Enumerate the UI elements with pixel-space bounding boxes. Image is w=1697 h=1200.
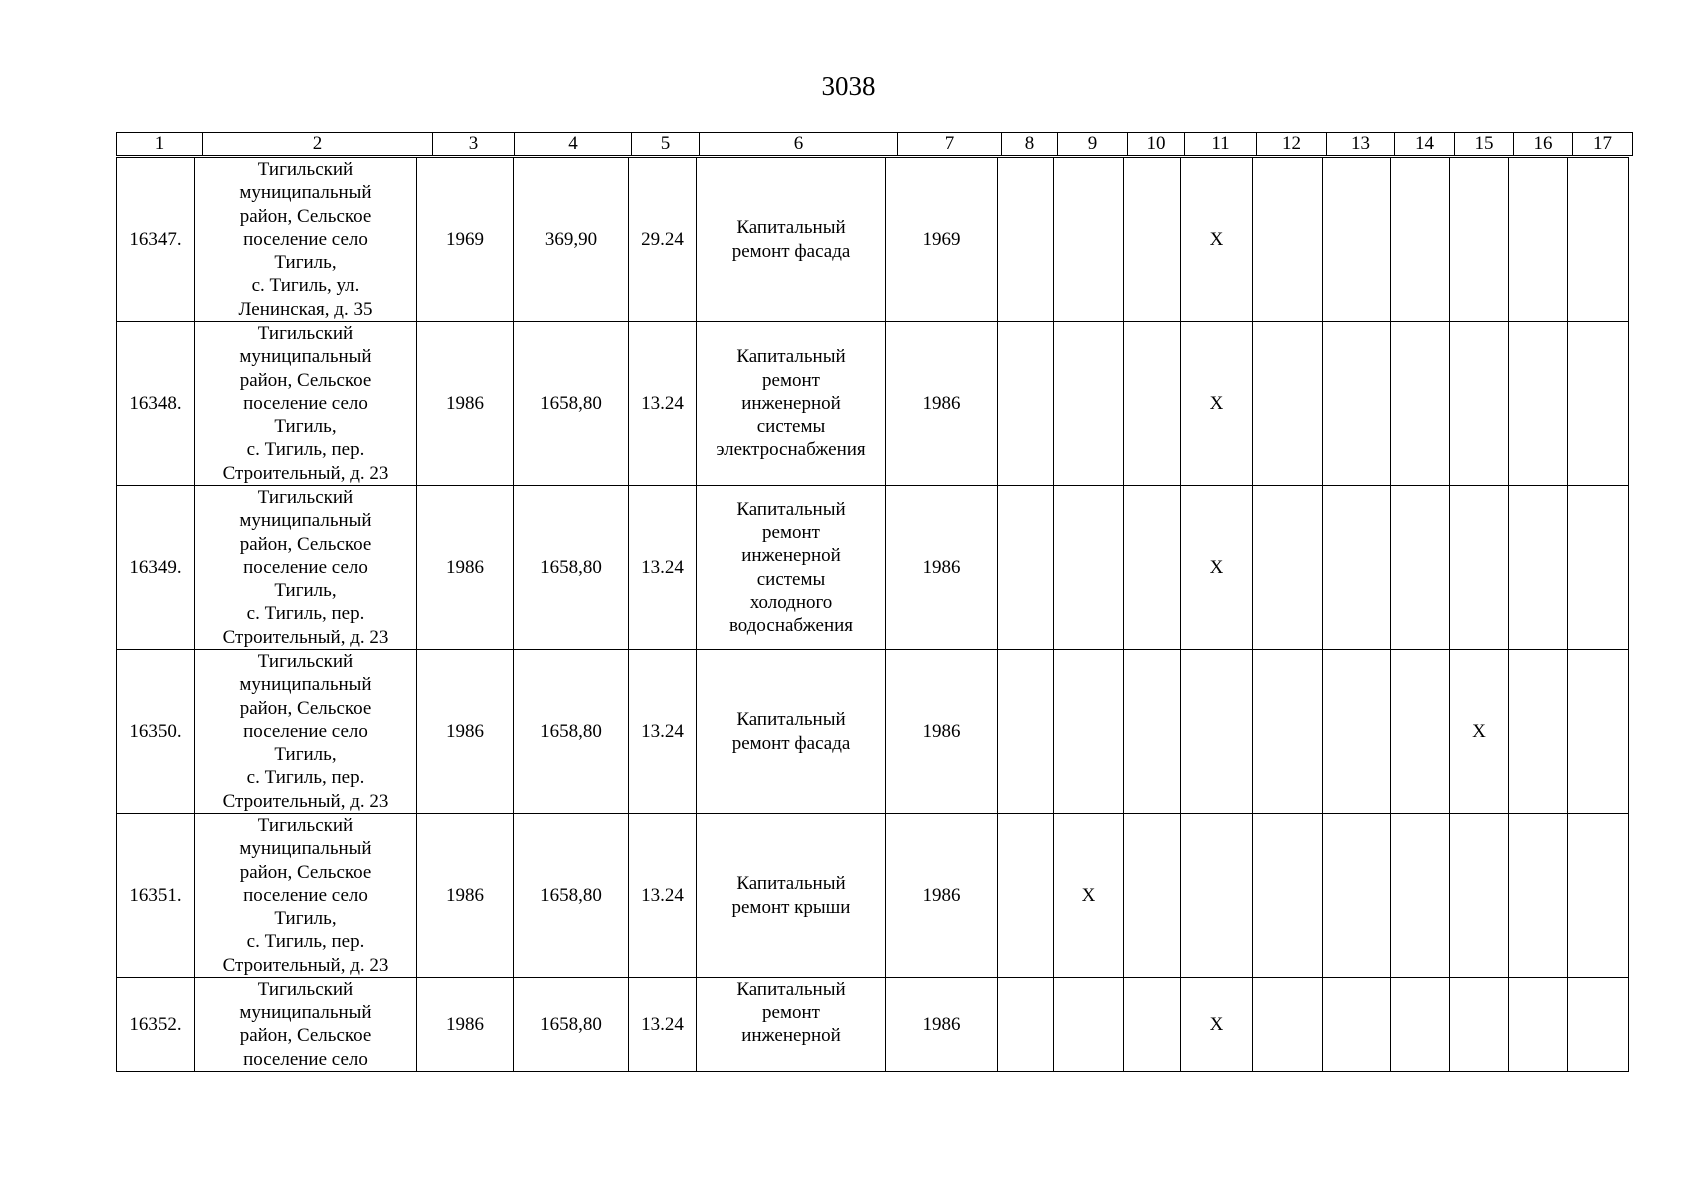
mark-cell bbox=[998, 322, 1054, 486]
table-row bbox=[117, 486, 1629, 650]
mark-cell: X bbox=[1181, 486, 1253, 650]
mark-cell bbox=[998, 978, 1054, 1072]
row-number: 16349. bbox=[117, 486, 195, 650]
mark-cell bbox=[1391, 322, 1450, 486]
area-cell: 1658,80 bbox=[514, 814, 629, 978]
address-cell-line: муниципальный bbox=[239, 838, 372, 860]
year-cell: 1986 bbox=[886, 814, 998, 978]
work-type-cell-line: ремонт bbox=[762, 522, 820, 544]
header-cell: 15 bbox=[1455, 133, 1514, 156]
work-type-cell-line: ремонт bbox=[762, 369, 820, 391]
work-type-cell-line: электроснабжения bbox=[716, 439, 866, 461]
mark-cell bbox=[1323, 486, 1391, 650]
mark-cell bbox=[1568, 814, 1629, 978]
mark-cell bbox=[1253, 814, 1323, 978]
address-cell-line: Тигильский bbox=[257, 323, 354, 345]
mark-cell bbox=[1509, 158, 1568, 322]
year-cell: 1969 bbox=[886, 158, 998, 322]
mark-cell bbox=[1450, 978, 1509, 1072]
address-cell bbox=[195, 978, 417, 1072]
address-cell-line: Тигиль, bbox=[274, 252, 337, 274]
work-type-cell-line: ремонт фасада bbox=[731, 732, 851, 754]
mark-cell bbox=[1323, 650, 1391, 814]
mark-cell bbox=[1253, 486, 1323, 650]
address-cell-line: муниципальный bbox=[239, 510, 372, 532]
mark-cell bbox=[1568, 650, 1629, 814]
mark-cell bbox=[1568, 158, 1629, 322]
mark-cell bbox=[998, 486, 1054, 650]
work-type-cell bbox=[697, 650, 886, 814]
page-number: 3038 bbox=[821, 71, 876, 101]
code-cell: 13.24 bbox=[629, 814, 697, 978]
mark-cell bbox=[998, 650, 1054, 814]
area-cell: 1658,80 bbox=[514, 650, 629, 814]
address-cell bbox=[195, 158, 417, 322]
address-cell-line: с. Тигиль, пер. bbox=[246, 603, 365, 625]
work-type-cell-line: Капитальный bbox=[736, 217, 846, 239]
mark-cell: X bbox=[1181, 978, 1253, 1072]
area-cell: 1658,80 bbox=[514, 486, 629, 650]
address-cell-line: Тигильский bbox=[257, 979, 354, 1000]
mark-cell bbox=[1568, 322, 1629, 486]
mark-cell bbox=[1323, 322, 1391, 486]
address-cell bbox=[195, 650, 417, 814]
address-cell-line: муниципальный bbox=[239, 1002, 372, 1024]
address-cell-line: поселение село bbox=[243, 556, 368, 578]
mark-cell bbox=[1253, 978, 1323, 1072]
address-cell bbox=[195, 486, 417, 650]
area-cell: 369,90 bbox=[514, 158, 629, 322]
mark-cell: X bbox=[1054, 814, 1124, 978]
repair-schedule-table bbox=[116, 157, 1629, 1072]
mark-cell bbox=[1124, 158, 1181, 322]
code-cell: 13.24 bbox=[629, 978, 697, 1072]
row-number: 16348. bbox=[117, 322, 195, 486]
mark-cell bbox=[1450, 158, 1509, 322]
address-cell-line: муниципальный bbox=[239, 346, 372, 368]
header-cell: 10 bbox=[1128, 133, 1185, 156]
address-cell-line: с. Тигиль, пер. bbox=[246, 767, 365, 789]
mark-cell bbox=[1391, 486, 1450, 650]
mark-cell bbox=[1181, 814, 1253, 978]
address-cell-line: поселение село bbox=[243, 392, 368, 414]
mark-cell bbox=[1054, 486, 1124, 650]
mark-cell bbox=[1509, 978, 1568, 1072]
address-cell-line: муниципальный bbox=[239, 182, 372, 204]
work-type-cell-line: инженерной bbox=[741, 1025, 841, 1047]
mark-cell bbox=[1509, 814, 1568, 978]
work-type-cell bbox=[697, 814, 886, 978]
work-type-cell-line: ремонт фасада bbox=[731, 240, 851, 262]
header-cell: 2 bbox=[203, 133, 433, 156]
table-row bbox=[117, 814, 1629, 978]
table-row bbox=[117, 978, 1629, 1072]
work-type-cell-line: системы bbox=[756, 416, 826, 438]
row-number: 16350. bbox=[117, 650, 195, 814]
address-cell-line: район, Сельское bbox=[239, 1025, 372, 1047]
mark-cell bbox=[1124, 814, 1181, 978]
year-built-cell: 1969 bbox=[417, 158, 514, 322]
area-cell: 1658,80 bbox=[514, 322, 629, 486]
header-cell: 11 bbox=[1185, 133, 1257, 156]
address-cell bbox=[195, 814, 417, 978]
mark-cell bbox=[1124, 322, 1181, 486]
header-cell: 17 bbox=[1573, 133, 1633, 156]
table-row bbox=[117, 158, 1629, 322]
header-cell: 16 bbox=[1514, 133, 1573, 156]
mark-cell bbox=[1253, 650, 1323, 814]
year-cell: 1986 bbox=[886, 650, 998, 814]
address-cell-line: район, Сельское bbox=[239, 369, 372, 391]
address-cell-line: Строительный, д. 23 bbox=[222, 626, 389, 648]
year-cell: 1986 bbox=[886, 486, 998, 650]
work-type-cell-line: холодного bbox=[749, 591, 833, 613]
mark-cell bbox=[1253, 322, 1323, 486]
address-cell-line: муниципальный bbox=[239, 674, 372, 696]
address-cell-line: Тигиль, bbox=[274, 580, 337, 602]
mark-cell bbox=[1124, 978, 1181, 1072]
row-number: 16352. bbox=[117, 978, 195, 1072]
header-cell: 14 bbox=[1395, 133, 1455, 156]
address-cell-line: район, Сельское bbox=[239, 861, 372, 883]
address-cell-line: район, Сельское bbox=[239, 697, 372, 719]
work-type-cell bbox=[697, 322, 886, 486]
address-cell-line: Тигильский bbox=[257, 815, 354, 837]
work-type-cell-line: ремонт крыши bbox=[731, 896, 851, 918]
work-type-cell-line: Капитальный bbox=[736, 873, 846, 895]
column-number-header bbox=[116, 132, 1633, 156]
header-cell: 6 bbox=[700, 133, 898, 156]
year-cell: 1986 bbox=[886, 322, 998, 486]
table-row bbox=[117, 650, 1629, 814]
address-cell-line: поселение село bbox=[243, 884, 368, 906]
header-cell: 13 bbox=[1327, 133, 1395, 156]
mark-cell bbox=[1181, 650, 1253, 814]
header-cell: 1 bbox=[117, 133, 203, 156]
address-cell-line: поселение село bbox=[243, 1048, 368, 1070]
header-cell: 12 bbox=[1257, 133, 1327, 156]
area-cell: 1658,80 bbox=[514, 978, 629, 1072]
year-built-cell: 1986 bbox=[417, 814, 514, 978]
address-cell-line: Строительный, д. 23 bbox=[222, 790, 389, 812]
mark-cell bbox=[1509, 486, 1568, 650]
mark-cell bbox=[1391, 814, 1450, 978]
mark-cell: X bbox=[1450, 650, 1509, 814]
mark-cell bbox=[1124, 486, 1181, 650]
work-type-cell-line: Капитальный bbox=[736, 346, 846, 368]
mark-cell bbox=[1450, 814, 1509, 978]
work-type-cell-line: инженерной bbox=[741, 392, 841, 414]
header-cell: 9 bbox=[1058, 133, 1128, 156]
address-cell-line: Тигильский bbox=[257, 487, 354, 509]
year-built-cell: 1986 bbox=[417, 978, 514, 1072]
header-cell: 8 bbox=[1002, 133, 1058, 156]
code-cell: 29.24 bbox=[629, 158, 697, 322]
mark-cell bbox=[1391, 650, 1450, 814]
mark-cell bbox=[1509, 322, 1568, 486]
work-type-cell-line: Капитальный bbox=[736, 709, 846, 731]
table-row bbox=[117, 322, 1629, 486]
mark-cell bbox=[1450, 322, 1509, 486]
mark-cell bbox=[1124, 650, 1181, 814]
address-cell-line: с. Тигиль, пер. bbox=[246, 439, 365, 461]
address-cell-line: район, Сельское bbox=[239, 205, 372, 227]
header-row bbox=[117, 133, 1633, 156]
code-cell: 13.24 bbox=[629, 650, 697, 814]
year-cell: 1986 bbox=[886, 978, 998, 1072]
address-cell bbox=[195, 322, 417, 486]
mark-cell bbox=[1054, 978, 1124, 1072]
header-cell: 7 bbox=[898, 133, 1002, 156]
mark-cell bbox=[1054, 158, 1124, 322]
address-cell-line: Тигиль, bbox=[274, 744, 337, 766]
row-number: 16347. bbox=[117, 158, 195, 322]
mark-cell bbox=[1568, 978, 1629, 1072]
address-cell-line: с. Тигиль, ул. bbox=[251, 275, 360, 297]
work-type-cell-line: Капитальный bbox=[736, 498, 846, 520]
address-cell-line: с. Тигиль, пер. bbox=[246, 931, 365, 953]
work-type-cell-line: инженерной bbox=[741, 545, 841, 567]
address-cell-line: Тигильский bbox=[257, 159, 354, 181]
mark-cell bbox=[1323, 978, 1391, 1072]
work-type-cell-line: Капитальный bbox=[736, 979, 846, 1000]
header-cell: 3 bbox=[433, 133, 515, 156]
header-cell: 4 bbox=[515, 133, 632, 156]
year-built-cell: 1986 bbox=[417, 486, 514, 650]
code-cell: 13.24 bbox=[629, 322, 697, 486]
mark-cell bbox=[1253, 158, 1323, 322]
address-cell-line: поселение село bbox=[243, 228, 368, 250]
work-type-cell-line: водоснабжения bbox=[728, 614, 854, 636]
mark-cell: X bbox=[1181, 158, 1253, 322]
work-type-cell bbox=[697, 978, 886, 1072]
address-cell-line: Строительный, д. 23 bbox=[222, 954, 389, 976]
mark-cell bbox=[1323, 158, 1391, 322]
address-cell-line: Ленинская, д. 35 bbox=[238, 298, 373, 320]
address-cell-line: Строительный, д. 23 bbox=[222, 462, 389, 484]
row-number: 16351. bbox=[117, 814, 195, 978]
work-type-cell-line: системы bbox=[756, 568, 826, 590]
mark-cell bbox=[998, 814, 1054, 978]
work-type-cell bbox=[697, 486, 886, 650]
mark-cell bbox=[998, 158, 1054, 322]
year-built-cell: 1986 bbox=[417, 322, 514, 486]
mark-cell: X bbox=[1181, 322, 1253, 486]
address-cell-line: Тигиль, bbox=[274, 416, 337, 438]
address-cell-line: район, Сельское bbox=[239, 533, 372, 555]
code-cell: 13.24 bbox=[629, 486, 697, 650]
mark-cell bbox=[1323, 814, 1391, 978]
header-cell: 5 bbox=[632, 133, 700, 156]
work-type-cell-line: ремонт bbox=[762, 1002, 820, 1024]
work-type-cell bbox=[697, 158, 886, 322]
address-cell-line: Тигильский bbox=[257, 651, 354, 673]
mark-cell bbox=[1054, 650, 1124, 814]
mark-cell bbox=[1391, 978, 1450, 1072]
mark-cell bbox=[1391, 158, 1450, 322]
mark-cell bbox=[1054, 322, 1124, 486]
address-cell-line: Тигиль, bbox=[274, 908, 337, 930]
mark-cell bbox=[1509, 650, 1568, 814]
mark-cell bbox=[1568, 486, 1629, 650]
address-cell-line: поселение село bbox=[243, 720, 368, 742]
mark-cell bbox=[1450, 486, 1509, 650]
year-built-cell: 1986 bbox=[417, 650, 514, 814]
